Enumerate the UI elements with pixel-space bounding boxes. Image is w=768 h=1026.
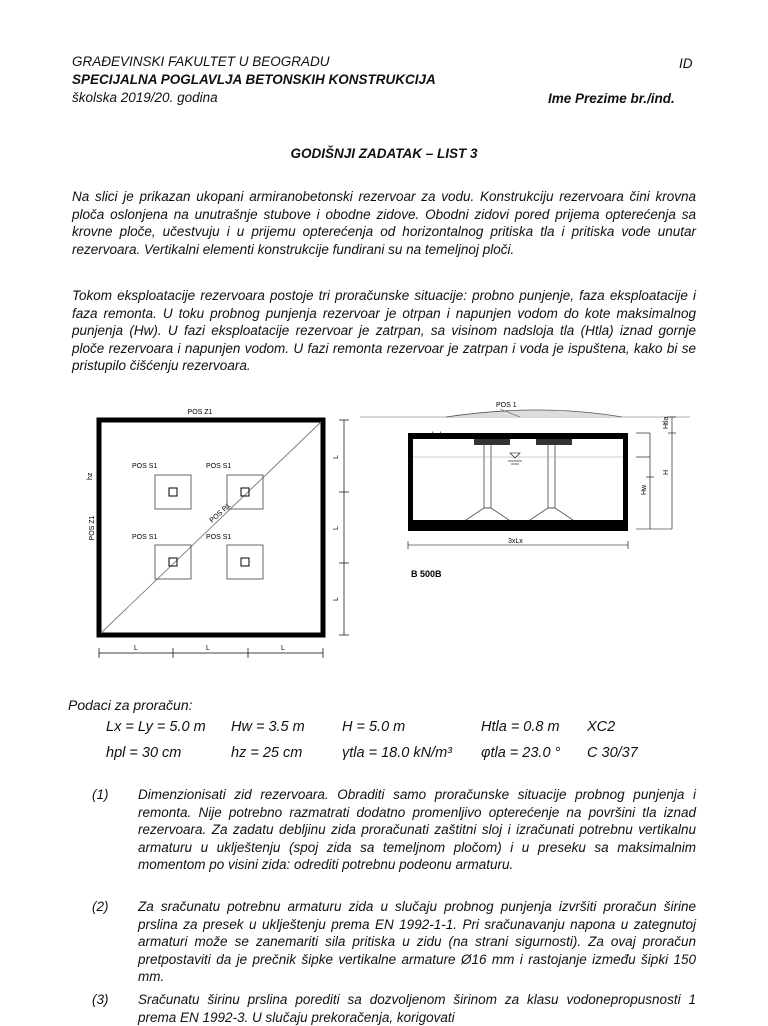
task-2 bbox=[72, 898, 696, 986]
param-phi: φtla = 23.0 ° bbox=[481, 745, 561, 761]
param-h: H = 5.0 m bbox=[342, 719, 406, 735]
param-lx-ly: Lx = Ly = 5.0 m bbox=[106, 719, 206, 735]
plan-pos-p1: POS P1 bbox=[208, 502, 233, 525]
reservoir-drawing bbox=[0, 395, 768, 685]
plan-diagonal bbox=[101, 422, 321, 633]
id-label: ID bbox=[679, 56, 693, 71]
section-capital-1 bbox=[474, 439, 510, 445]
section-dim-3lx: 3xLx bbox=[508, 538, 523, 545]
param-hpl: hpl = 30 cm bbox=[106, 745, 182, 761]
plan-pos-z1-top: POS Z1 bbox=[187, 409, 213, 416]
plan-column-4 bbox=[206, 534, 263, 579]
section-dim-hw: Hw bbox=[641, 484, 648, 495]
svg-text:POS S1: POS S1 bbox=[206, 534, 232, 541]
plan-dim-lx-2: L bbox=[206, 645, 210, 652]
task-3-number: (3) bbox=[92, 992, 109, 1007]
plan-dim-ly-3: L bbox=[333, 597, 340, 601]
task-2-number: (2) bbox=[92, 899, 109, 914]
task-1-text: Dimenzionisati zid rezervoara. Obraditi samo proračunske situacije probnog punjenja i remonta. Nije potrebno razmatrati dodatno promenljivo opterećenje na površini tla iznad rezervoara. Za zadatu debljinu zida proračunati zaštitni sloj i izračunati potrebnu vertikalnu armaturu u uklještenju (spoj zida sa temeljnom pločom) i u preseku sa maksimalnim momentom po visini zida: odrediti potrebnu podeonu armaturu. bbox=[138, 787, 696, 872]
plan-dim-lx-1: L bbox=[134, 645, 138, 652]
student-name: Ime Prezime br./ind. bbox=[548, 91, 675, 106]
course-name: SPECIJALNA POGLAVLJA BETONSKIH KONSTRUKCIJA bbox=[72, 72, 436, 87]
param-htla: Htla = 0.8 m bbox=[481, 719, 560, 735]
task-1 bbox=[72, 786, 696, 874]
faculty-name: GRAĐEVINSKI FAKULTET U BEOGRADU bbox=[72, 54, 330, 69]
task-3 bbox=[72, 991, 696, 1026]
section-left-wall bbox=[408, 433, 413, 529]
section-soil-cover bbox=[446, 410, 622, 417]
section-capital-2 bbox=[536, 439, 572, 445]
section-footing-2 bbox=[530, 508, 573, 520]
page-title: GODIŠNJI ZADATAK – LIST 3 bbox=[290, 146, 478, 161]
school-year: školska 2019/20. godina bbox=[72, 90, 218, 105]
task-2-text: Za sračunatu potrebnu armaturu zida u slučaju probnog punjenja izvršiti proračun širine prslina za presek u uklještenju prema EN 1992-1-1. Pri sračunavanju napona u zategnutoj armaturi može se zanemariti sila pritiska u zidu (na strani sigurnosti). Za ovaj proračun pretpostaviti da je prečnik šipke vertikalne armature Ø16 mm i rastojanje između šipki 150 mm. bbox=[138, 899, 696, 984]
param-hw: Hw = 3.5 m bbox=[231, 719, 305, 735]
section-dim-hpl: hpl bbox=[432, 432, 442, 439]
svg-text:POS S1: POS S1 bbox=[206, 463, 232, 470]
section-dim-h: H bbox=[663, 469, 670, 475]
intro-paragraph: Na slici je prikazan ukopani armiranobetonski rezervoar za vodu. Konstrukciju rezervoara čini krovna ploča oslonjena na unutrašnje stubove i obodne zidove. Obodni zidovi pored prijema opterećenja sa krovne ploče, učestvuju i u prijemu opterećenja od horizontalnog pritiska tla i pritiska vode unutar rezervoara. Vertikalni elementi konstrukcije fundirani su na temeljnoj ploči. bbox=[72, 189, 696, 257]
svg-text:POS S1: POS S1 bbox=[132, 463, 158, 470]
section-base-slab bbox=[408, 520, 628, 531]
plan-dim-lx-3: L bbox=[281, 645, 285, 652]
param-hz: hz = 25 cm bbox=[231, 745, 303, 761]
plan-dim-hz: hz bbox=[87, 472, 94, 480]
plan-pos-z1-left: POS Z1 bbox=[89, 515, 96, 541]
section-footing-1 bbox=[466, 508, 509, 520]
steel-grade: B 500B bbox=[411, 569, 442, 579]
plan-dim-ly-2: L bbox=[333, 526, 340, 530]
plan-view bbox=[87, 409, 349, 658]
data-title: Podaci za proračun: bbox=[68, 697, 193, 713]
param-concrete: C 30/37 bbox=[587, 745, 638, 761]
plan-dim-ly-1: L bbox=[333, 455, 340, 459]
task-1-number: (1) bbox=[92, 787, 109, 802]
section-pos-label: POS 1 bbox=[496, 402, 517, 409]
param-exposure: XC2 bbox=[587, 719, 616, 735]
param-gamma: γtla = 18.0 kN/m³ bbox=[342, 745, 452, 761]
plan-column-3 bbox=[132, 534, 191, 579]
section-dim-htla: Htla bbox=[663, 416, 670, 429]
section-right-wall bbox=[623, 433, 628, 529]
svg-text:POS S1: POS S1 bbox=[132, 534, 158, 541]
plan-column-1 bbox=[132, 463, 191, 509]
section-view bbox=[360, 402, 690, 579]
task-3-text: Sračunatu širinu prslina porediti sa dozvoljenom širinom za klasu vodonepropusnosti 1 prema EN 1992-3. U slučaju prekoračenja, korigovati bbox=[138, 992, 696, 1025]
situations-paragraph: Tokom eksploatacije rezervoara postoje tri proračunske situacije: probno punjenje, faza eksploatacije i faza remonta. U toku probnog punjenja rezervoar je otrpan i napunjen vodom do kote maksimalnog punjenja (Hw). U fazi eksploatacije rezervoar je zatrpan, sa visinom nadsloja tla (Htla) iznad gornje ploče rezervoara i napunjen vodom. U fazi remonta rezervoar je zatrpan i voda je ispuštena, kako bi se pristupilo čišćenju rezervoara. bbox=[72, 288, 696, 373]
